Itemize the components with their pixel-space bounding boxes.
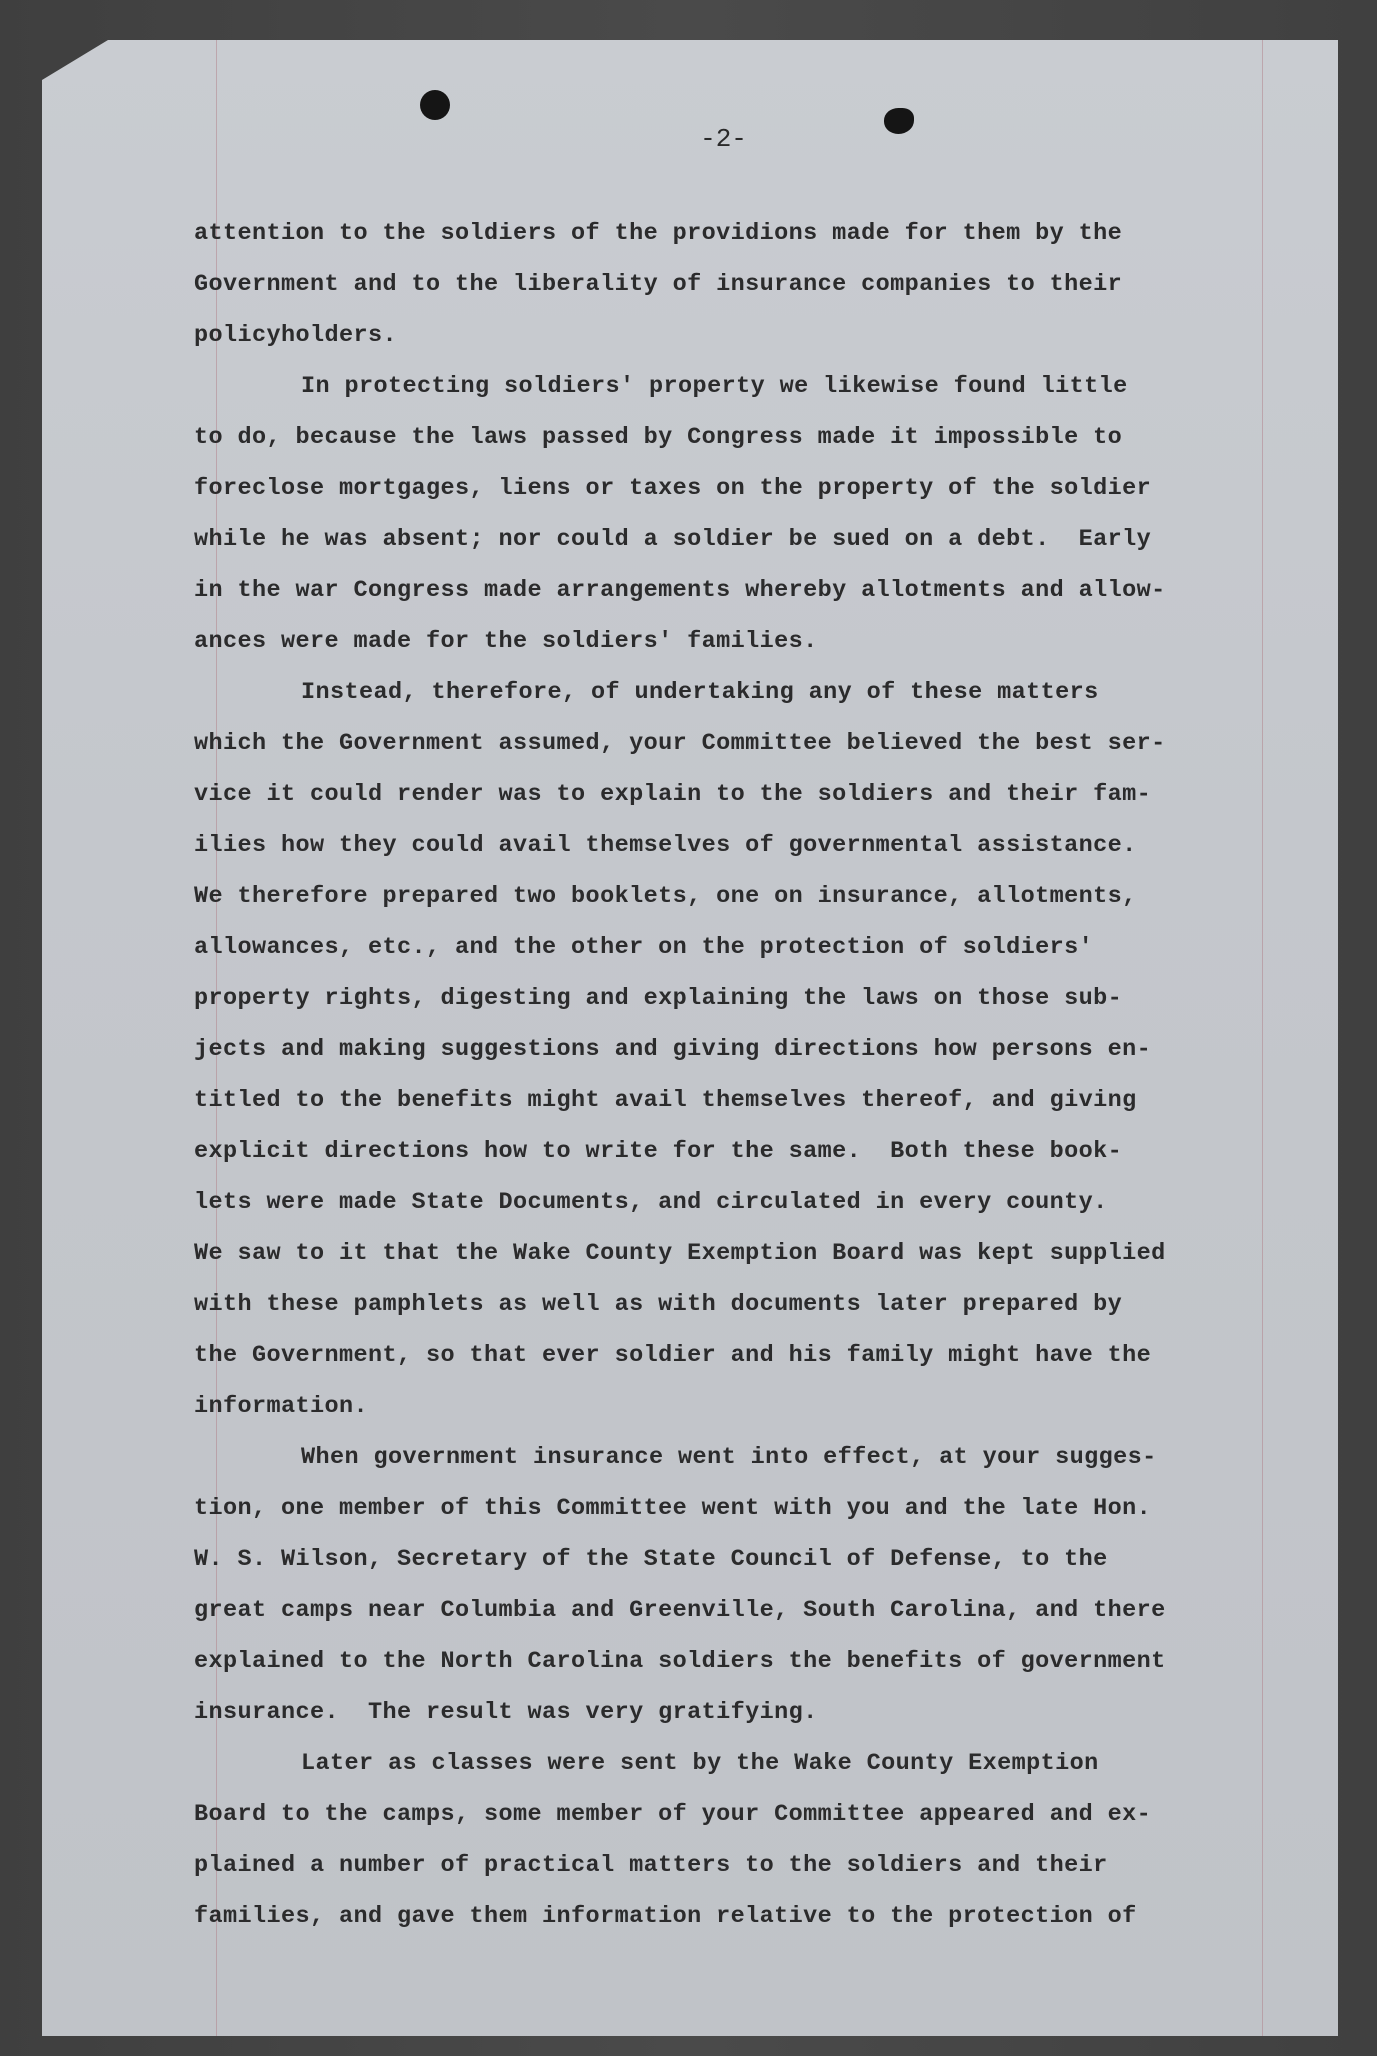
paragraph-3 (194, 667, 1254, 1432)
text-line: jects and making suggestions and giving directions how persons en- (194, 1036, 1152, 1063)
text-line: in the war Congress made arrangements whereby allotments and allow- (194, 577, 1166, 604)
text-line: We saw to it that the Wake County Exemption Board was kept supplied (194, 1240, 1166, 1267)
text-line: while he was absent; nor could a soldier be sued on a debt. Early (194, 526, 1152, 553)
letter-body (194, 208, 1254, 1942)
text-line: information. (194, 1393, 369, 1420)
text-line: Board to the camps, some member of your Committee appeared and ex- (194, 1801, 1152, 1828)
text-line: foreclose mortgages, liens or taxes on the property of the soldier (194, 475, 1152, 502)
text-line: families, and gave them information relative to the protection of (194, 1903, 1137, 1930)
text-line: with these pamphlets as well as with documents later prepared by (194, 1291, 1123, 1318)
text-line: great camps near Columbia and Greenville, South Carolina, and there (194, 1597, 1166, 1624)
text-line: allowances, etc., and the other on the protection of soldiers' (194, 934, 1094, 961)
paragraph-4 (194, 1432, 1254, 1738)
text-line: In protecting soldiers' property we likewise found little (301, 373, 1128, 400)
text-line: the Government, so that ever soldier and his family might have the (194, 1342, 1152, 1369)
text-line: explained to the North Carolina soldiers the benefits of government (194, 1648, 1166, 1675)
text-line: which the Government assumed, your Committee believed the best ser- (194, 730, 1166, 757)
text-line: We therefore prepared two booklets, one on insurance, allotments, (194, 883, 1137, 910)
text-line: explicit directions how to write for the same. Both these book- (194, 1138, 1123, 1165)
paragraph-5 (194, 1738, 1254, 1942)
text-line: When government insurance went into effect, at your sugges- (301, 1444, 1157, 1471)
text-line: policyholders. (194, 322, 398, 349)
text-line: titled to the benefits might avail themselves thereof, and giving (194, 1087, 1137, 1114)
text-line: to do, because the laws passed by Congress made it impossible to (194, 424, 1123, 451)
text-line: lets were made State Documents, and circulated in every county. (194, 1189, 1108, 1216)
right-margin-rule (1262, 40, 1263, 2036)
text-line: Later as classes were sent by the Wake County Exemption (301, 1750, 1099, 1777)
text-line: vice it could render was to explain to the soldiers and their fam- (194, 781, 1152, 808)
text-line: Instead, therefore, of undertaking any of these matters (301, 679, 1099, 706)
paragraph-2 (194, 361, 1254, 667)
text-line: property rights, digesting and explaining the laws on those sub- (194, 985, 1123, 1012)
text-line: plained a number of practical matters to the soldiers and their (194, 1852, 1108, 1879)
punch-hole-left (420, 90, 450, 120)
page-number: -2- (700, 124, 747, 154)
text-line: ilies how they could avail themselves of governmental assistance. (194, 832, 1137, 859)
text-line: attention to the soldiers of the providions made for them by the (194, 220, 1123, 247)
text-line: insurance. The result was very gratifying. (194, 1699, 818, 1726)
paragraph-1 (194, 208, 1254, 361)
text-line: tion, one member of this Committee went with you and the late Hon. (194, 1495, 1152, 1522)
text-line: W. S. Wilson, Secretary of the State Council of Defense, to the (194, 1546, 1108, 1573)
text-line: Government and to the liberality of insurance companies to their (194, 271, 1123, 298)
text-line: ances were made for the soldiers' families. (194, 628, 818, 655)
